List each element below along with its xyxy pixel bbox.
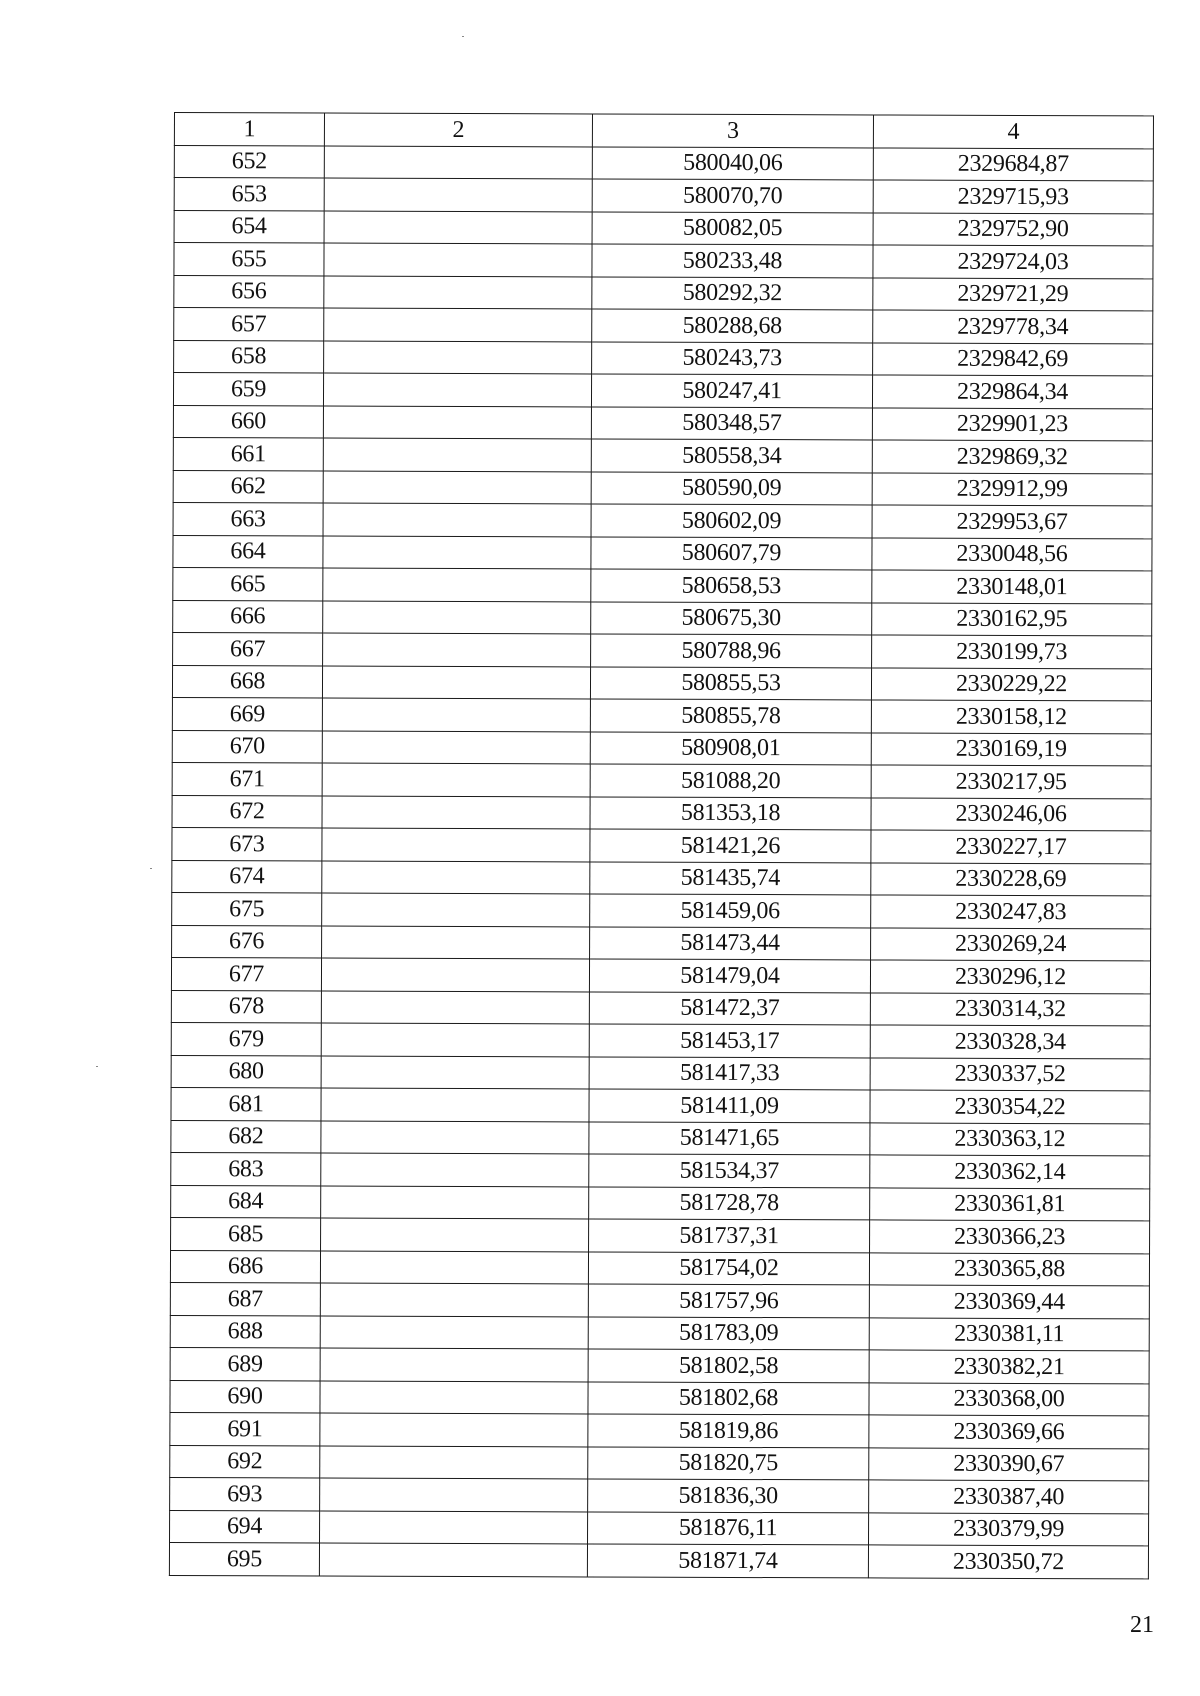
table-row [171, 1087, 1150, 1123]
point-number-cell: 679 [171, 1022, 321, 1055]
y-coordinate-cell: 2330296,12 [870, 960, 1150, 993]
point-number-cell: 663 [173, 502, 323, 535]
y-coordinate-cell: 2330229,22 [871, 667, 1151, 700]
x-coordinate-cell: 580558,34 [591, 439, 872, 472]
column-2-cell [323, 406, 591, 439]
point-number-cell: 676 [172, 925, 322, 958]
table-row [174, 145, 1153, 181]
column-2-cell [324, 146, 592, 179]
column-2-cell [319, 1543, 587, 1576]
column-2-cell [323, 568, 591, 601]
point-number-cell: 655 [174, 243, 324, 276]
point-number-cell: 671 [172, 762, 322, 795]
point-number-cell: 665 [173, 567, 323, 600]
y-coordinate-cell: 2330314,32 [870, 992, 1150, 1025]
table-row [173, 373, 1152, 409]
x-coordinate-cell: 581411,09 [589, 1089, 870, 1122]
point-number-cell: 685 [171, 1217, 321, 1250]
point-number-cell: 656 [174, 275, 324, 308]
y-coordinate-cell: 2330148,01 [872, 570, 1152, 603]
y-coordinate-cell: 2329912,99 [872, 472, 1152, 505]
table-row [173, 405, 1152, 441]
column-header: 2 [324, 113, 592, 146]
point-number-cell: 682 [171, 1120, 321, 1153]
column-header: 4 [873, 115, 1153, 148]
point-number-cell: 677 [171, 957, 321, 990]
table-row [170, 1315, 1149, 1351]
table-body [169, 145, 1153, 1578]
point-number-cell: 684 [171, 1185, 321, 1218]
column-2-cell [322, 666, 590, 699]
column-2-cell [323, 633, 591, 666]
x-coordinate-cell: 581417,33 [589, 1056, 870, 1089]
y-coordinate-cell: 2330365,88 [869, 1252, 1149, 1285]
table-row [172, 665, 1151, 701]
x-coordinate-cell: 581473,44 [590, 926, 871, 959]
x-coordinate-cell: 580288,68 [592, 309, 873, 342]
y-coordinate-cell: 2330362,14 [870, 1155, 1150, 1188]
table-row [171, 1152, 1150, 1188]
point-number-cell: 660 [173, 405, 323, 438]
x-coordinate-cell: 581471,65 [589, 1121, 870, 1154]
table-header-row [174, 113, 1153, 149]
column-2-cell [323, 373, 591, 406]
table-row [174, 308, 1153, 344]
x-coordinate-cell: 581757,96 [588, 1284, 869, 1317]
point-number-cell: 691 [170, 1412, 320, 1445]
column-2-cell [323, 438, 591, 471]
point-number-cell: 689 [170, 1347, 320, 1380]
y-coordinate-cell: 2329778,34 [873, 310, 1153, 343]
column-2-cell [320, 1511, 588, 1544]
x-coordinate-cell: 581421,26 [590, 829, 871, 862]
y-coordinate-cell: 2330269,24 [871, 927, 1151, 960]
table-row [172, 795, 1151, 831]
scan-speck [462, 36, 464, 37]
y-coordinate-cell: 2329869,32 [872, 440, 1152, 473]
column-2-cell [321, 1088, 589, 1121]
x-coordinate-cell: 580233,48 [592, 244, 873, 277]
table-row [172, 730, 1151, 766]
point-number-cell: 668 [172, 665, 322, 698]
y-coordinate-cell: 2330382,21 [869, 1350, 1149, 1383]
x-coordinate-cell: 580658,53 [591, 569, 872, 602]
x-coordinate-cell: 580675,30 [591, 601, 872, 634]
point-number-cell: 664 [173, 535, 323, 568]
point-number-cell: 653 [174, 178, 324, 211]
y-coordinate-cell: 2329724,03 [873, 245, 1153, 278]
y-coordinate-cell: 2330363,12 [870, 1122, 1150, 1155]
x-coordinate-cell: 580247,41 [591, 374, 872, 407]
y-coordinate-cell: 2330328,34 [870, 1025, 1150, 1058]
table-row [173, 567, 1152, 603]
column-2-cell [324, 178, 592, 211]
x-coordinate-cell: 581472,37 [589, 991, 870, 1024]
table-row [172, 860, 1151, 896]
x-coordinate-cell: 581453,17 [589, 1024, 870, 1057]
y-coordinate-cell: 2330390,67 [869, 1447, 1149, 1480]
x-coordinate-cell: 581819,86 [588, 1414, 869, 1447]
y-coordinate-cell: 2329715,93 [873, 180, 1153, 213]
scan-speck [96, 1066, 98, 1067]
x-coordinate-cell: 580070,70 [592, 179, 873, 212]
table-row [170, 1380, 1149, 1416]
point-number-cell: 662 [173, 470, 323, 503]
point-number-cell: 659 [173, 373, 323, 406]
x-coordinate-cell: 581088,20 [590, 764, 871, 797]
y-coordinate-cell: 2330379,99 [869, 1512, 1149, 1545]
x-coordinate-cell: 581353,18 [590, 796, 871, 829]
point-number-cell: 672 [172, 795, 322, 828]
point-number-cell: 693 [170, 1477, 320, 1510]
column-2-cell [324, 211, 592, 244]
table-row [172, 925, 1151, 961]
x-coordinate-cell: 581836,30 [588, 1479, 869, 1512]
x-coordinate-cell: 581754,02 [588, 1251, 869, 1284]
x-coordinate-cell: 580602,09 [591, 504, 872, 537]
column-2-cell [320, 1348, 588, 1381]
table-row [170, 1250, 1149, 1286]
x-coordinate-cell: 581737,31 [589, 1219, 870, 1252]
column-2-cell [320, 1283, 588, 1316]
y-coordinate-cell: 2330350,72 [868, 1545, 1148, 1578]
table-row [172, 762, 1151, 798]
table-row [171, 1185, 1150, 1221]
y-coordinate-cell: 2330048,56 [872, 537, 1152, 570]
table-row [174, 210, 1153, 246]
table-row [174, 340, 1153, 376]
table-row [173, 535, 1152, 571]
column-2-cell [322, 763, 590, 796]
y-coordinate-cell: 2330368,00 [869, 1382, 1149, 1415]
y-coordinate-cell: 2330354,22 [870, 1090, 1150, 1123]
y-coordinate-cell: 2330158,12 [871, 700, 1151, 733]
point-number-cell: 666 [173, 600, 323, 633]
x-coordinate-cell: 580855,53 [590, 666, 871, 699]
point-number-cell: 670 [172, 730, 322, 763]
y-coordinate-cell: 2329953,67 [872, 505, 1152, 538]
y-coordinate-cell: 2330247,83 [871, 895, 1151, 928]
column-2-cell [321, 958, 589, 991]
point-number-cell: 678 [171, 990, 321, 1023]
table-row [172, 892, 1151, 928]
x-coordinate-cell: 581802,68 [588, 1381, 869, 1414]
y-coordinate-cell: 2329842,69 [873, 342, 1153, 375]
table-row [170, 1477, 1149, 1513]
table-row [171, 1055, 1150, 1091]
x-coordinate-cell: 580348,57 [591, 406, 872, 439]
table-row [171, 1022, 1150, 1058]
column-header: 1 [174, 113, 324, 146]
point-number-cell: 680 [171, 1055, 321, 1088]
x-coordinate-cell: 581783,09 [588, 1316, 869, 1349]
y-coordinate-cell: 2329752,90 [873, 212, 1153, 245]
column-header: 3 [592, 114, 873, 147]
table-row [171, 990, 1150, 1026]
table-row [171, 1217, 1150, 1253]
point-number-cell: 669 [172, 697, 322, 730]
x-coordinate-cell: 580607,79 [591, 536, 872, 569]
column-2-cell [321, 1121, 589, 1154]
column-2-cell [322, 698, 590, 731]
table-row [170, 1282, 1149, 1318]
point-number-cell: 657 [174, 308, 324, 341]
point-number-cell: 673 [172, 827, 322, 860]
x-coordinate-cell: 581479,04 [589, 959, 870, 992]
table-row [173, 437, 1152, 473]
table-row [170, 1347, 1149, 1383]
x-coordinate-cell: 580082,05 [592, 211, 873, 244]
table-row [170, 1412, 1149, 1448]
column-2-cell [323, 536, 591, 569]
y-coordinate-cell: 2330387,40 [869, 1480, 1149, 1513]
column-2-cell [321, 1218, 589, 1251]
column-2-cell [321, 1023, 589, 1056]
point-number-cell: 688 [170, 1315, 320, 1348]
column-2-cell [320, 1316, 588, 1349]
x-coordinate-cell: 581459,06 [590, 894, 871, 927]
x-coordinate-cell: 581876,11 [588, 1511, 869, 1544]
point-number-cell: 686 [170, 1250, 320, 1283]
x-coordinate-cell: 580243,73 [592, 341, 873, 374]
x-coordinate-cell: 580292,32 [592, 276, 873, 309]
x-coordinate-cell: 581871,74 [587, 1544, 868, 1577]
y-coordinate-cell: 2330366,23 [870, 1220, 1150, 1253]
y-coordinate-cell: 2330162,95 [872, 602, 1152, 635]
y-coordinate-cell: 2330381,11 [869, 1317, 1149, 1350]
table-row [169, 1542, 1148, 1578]
y-coordinate-cell: 2329721,29 [873, 277, 1153, 310]
column-2-cell [320, 1251, 588, 1284]
table-row [174, 275, 1153, 311]
point-number-cell: 658 [174, 340, 324, 373]
x-coordinate-cell: 580590,09 [591, 471, 872, 504]
column-2-cell [320, 1478, 588, 1511]
point-number-cell: 695 [169, 1542, 319, 1575]
column-2-cell [320, 1446, 588, 1479]
x-coordinate-cell: 580788,96 [591, 634, 872, 667]
point-number-cell: 654 [174, 210, 324, 243]
y-coordinate-cell: 2329864,34 [872, 375, 1152, 408]
y-coordinate-cell: 2330228,69 [871, 862, 1151, 895]
y-coordinate-cell: 2329901,23 [872, 407, 1152, 440]
y-coordinate-cell: 2330169,19 [871, 732, 1151, 765]
y-coordinate-cell: 2330369,66 [869, 1415, 1149, 1448]
column-2-cell [322, 731, 590, 764]
column-2-cell [324, 276, 592, 309]
table-row [173, 502, 1152, 538]
table-row [173, 632, 1152, 668]
y-coordinate-cell: 2330337,52 [870, 1057, 1150, 1090]
column-2-cell [322, 861, 590, 894]
column-2-cell [324, 243, 592, 276]
point-number-cell: 690 [170, 1380, 320, 1413]
table-row [170, 1510, 1149, 1546]
point-number-cell: 667 [173, 632, 323, 665]
column-2-cell [323, 471, 591, 504]
point-number-cell: 694 [170, 1510, 320, 1543]
point-number-cell: 681 [171, 1087, 321, 1120]
x-coordinate-cell: 581728,78 [589, 1186, 870, 1219]
table-row [172, 827, 1151, 863]
point-number-cell: 652 [174, 145, 324, 178]
table-row [171, 957, 1150, 993]
column-2-cell [321, 1056, 589, 1089]
point-number-cell: 683 [171, 1152, 321, 1185]
column-2-cell [324, 308, 592, 341]
y-coordinate-cell: 2330361,81 [870, 1187, 1150, 1220]
x-coordinate-cell: 580908,01 [590, 731, 871, 764]
column-2-cell [322, 796, 590, 829]
y-coordinate-cell: 2330217,95 [871, 765, 1151, 798]
column-2-cell [324, 341, 592, 374]
point-number-cell: 674 [172, 860, 322, 893]
table-row [174, 178, 1153, 214]
x-coordinate-cell: 581802,58 [588, 1349, 869, 1382]
x-coordinate-cell: 581534,37 [589, 1154, 870, 1187]
column-2-cell [321, 1153, 589, 1186]
point-number-cell: 675 [172, 892, 322, 925]
column-2-cell [321, 1186, 589, 1219]
y-coordinate-cell: 2330227,17 [871, 830, 1151, 863]
table-row [174, 243, 1153, 279]
page-number: 21 [1130, 1612, 1154, 1638]
column-2-cell [323, 503, 591, 536]
x-coordinate-cell: 580855,78 [590, 699, 871, 732]
table-row [170, 1445, 1149, 1481]
column-2-cell [320, 1413, 588, 1446]
y-coordinate-cell: 2330199,73 [872, 635, 1152, 668]
column-2-cell [321, 991, 589, 1024]
y-coordinate-cell: 2330369,44 [869, 1285, 1149, 1318]
table-row [173, 470, 1152, 506]
x-coordinate-cell: 581820,75 [588, 1446, 869, 1479]
column-2-cell [322, 926, 590, 959]
scan-speck [150, 868, 152, 869]
coordinates-table [169, 112, 1154, 1579]
y-coordinate-cell: 2330246,06 [871, 797, 1151, 830]
y-coordinate-cell: 2329684,87 [873, 147, 1153, 180]
column-2-cell [320, 1381, 588, 1414]
x-coordinate-cell: 581435,74 [590, 861, 871, 894]
column-2-cell [322, 893, 590, 926]
table-row [172, 697, 1151, 733]
table-row [171, 1120, 1150, 1156]
point-number-cell: 661 [173, 437, 323, 470]
column-2-cell [323, 601, 591, 634]
column-2-cell [322, 828, 590, 861]
point-number-cell: 687 [170, 1282, 320, 1315]
table-row [173, 600, 1152, 636]
x-coordinate-cell: 580040,06 [592, 146, 873, 179]
point-number-cell: 692 [170, 1445, 320, 1478]
